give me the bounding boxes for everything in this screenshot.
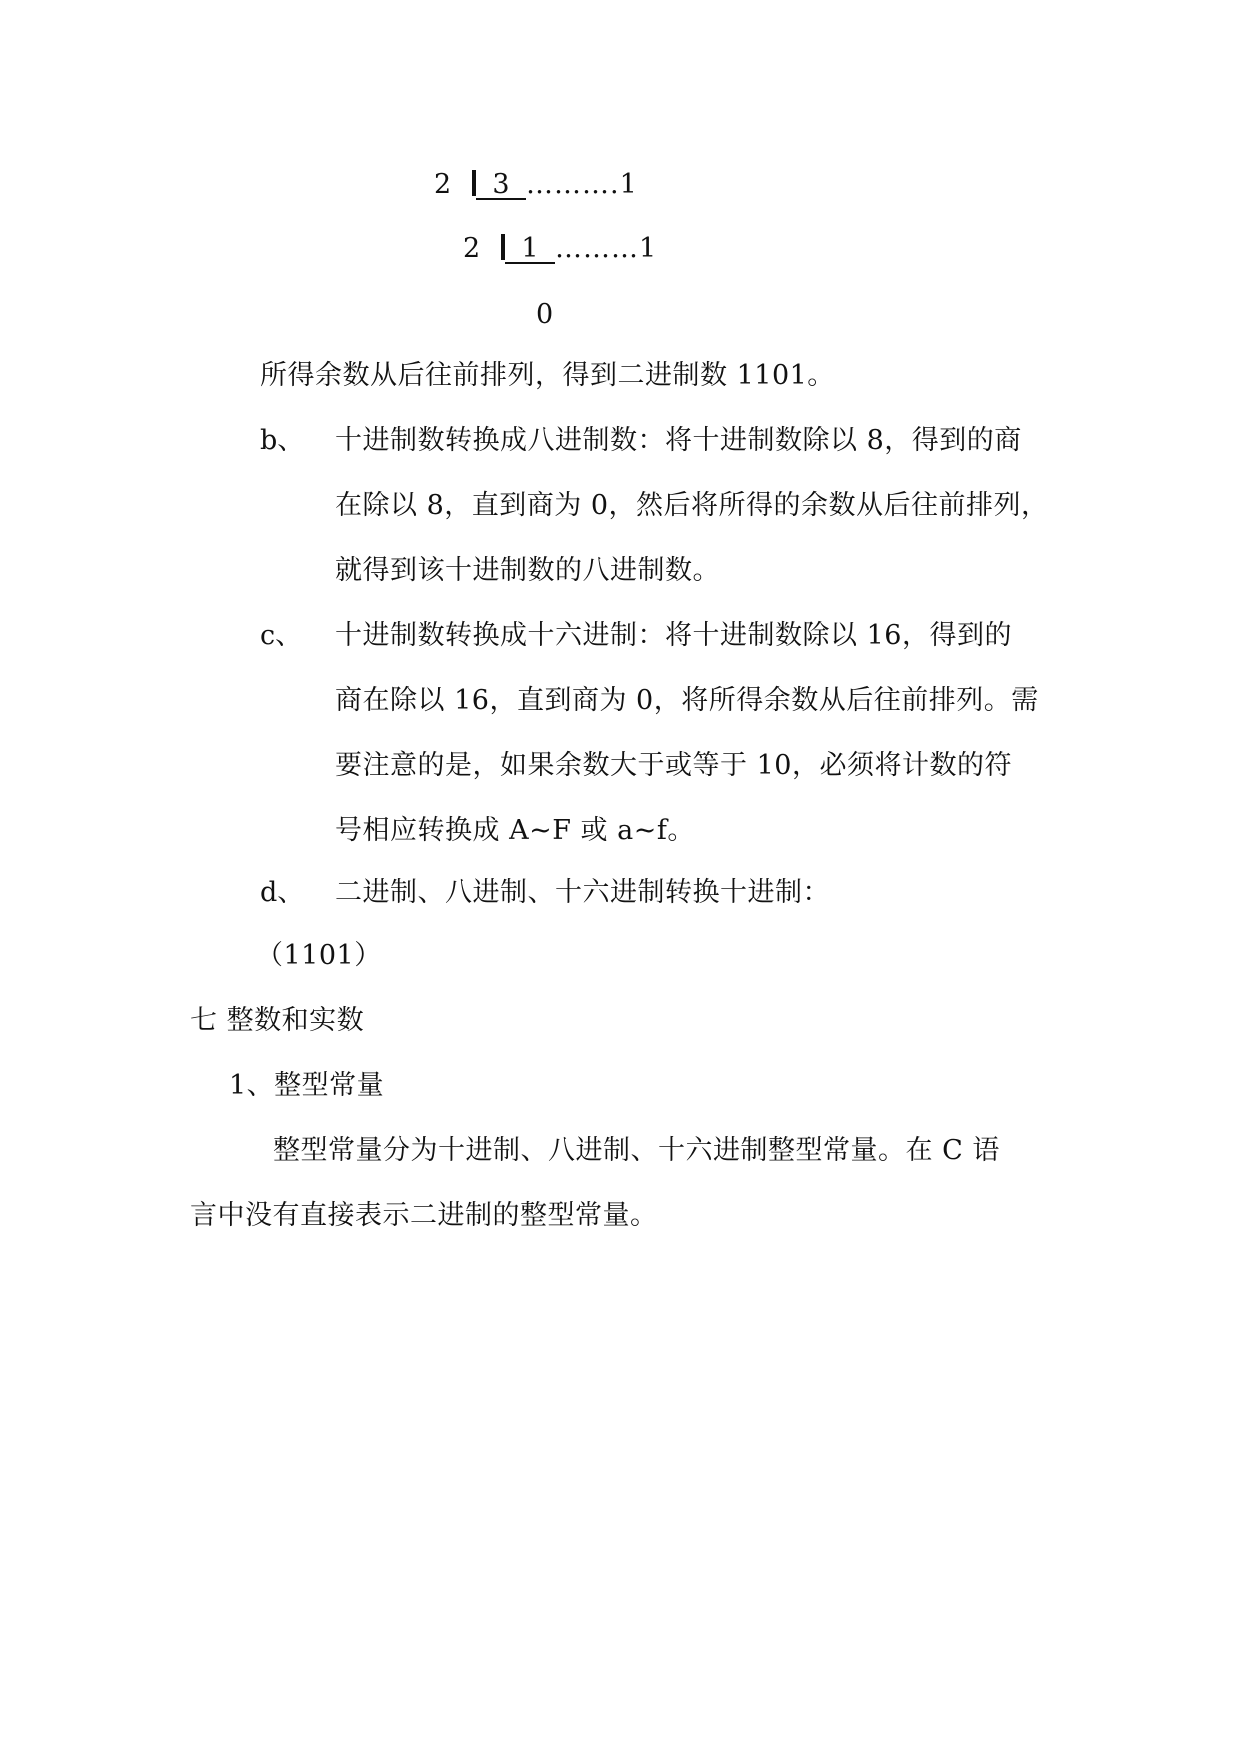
item-b-line-2: 在除以 8，直到商为 0，然后将所得的余数从后往前排列， bbox=[335, 490, 1049, 521]
section-heading: 七 整数和实数 bbox=[190, 1005, 365, 1036]
quotient: 3 bbox=[476, 172, 526, 200]
list-marker-c: c、 bbox=[260, 620, 303, 651]
leader-dots: ……… bbox=[555, 233, 639, 264]
item-c-line-4: 号相应转换成 A~F 或 a~f。 bbox=[335, 815, 695, 846]
body-paragraph-line-1: 整型常量分为十进制、八进制、十六进制整型常量。在 C 语 bbox=[273, 1135, 1000, 1166]
body-paragraph-line-2: 言中没有直接表示二进制的整型常量。 bbox=[190, 1200, 658, 1231]
item-c-line-3: 要注意的是，如果余数大于或等于 10，必须将计数的符 bbox=[335, 750, 1012, 781]
division-row-1 bbox=[434, 168, 637, 202]
divisor: 2 bbox=[434, 169, 452, 200]
divisor: 2 bbox=[463, 233, 481, 264]
list-marker-d: d、 bbox=[260, 877, 305, 908]
item-d-line-1: 二进制、八进制、十六进制转换十进制： bbox=[335, 877, 830, 908]
remainder-paragraph: 所得余数从后往前排列，得到二进制数 1101。 bbox=[260, 360, 835, 391]
item-c-line-2: 商在除以 16，直到商为 0，将所得余数从后往前排列。需 bbox=[335, 685, 1039, 716]
item-b-line-3: 就得到该十进制数的八进制数。 bbox=[335, 555, 720, 586]
division-final-quotient: 0 bbox=[536, 299, 554, 330]
subsection-heading: 1、整型常量 bbox=[229, 1070, 385, 1101]
list-marker-b: b、 bbox=[260, 425, 305, 456]
item-b-line-1: 十进制数转换成八进制数：将十进制数除以 8，得到的商 bbox=[335, 425, 1022, 456]
item-c-line-1: 十进制数转换成十六进制：将十进制数除以 16，得到的 bbox=[335, 620, 1012, 651]
division-row-2 bbox=[463, 232, 656, 266]
quotient: 1 bbox=[505, 236, 555, 264]
example-number: （1101） bbox=[256, 940, 382, 971]
remainder: 1 bbox=[639, 233, 657, 264]
leader-dots: ………. bbox=[526, 169, 620, 200]
remainder: 1 bbox=[619, 169, 637, 200]
